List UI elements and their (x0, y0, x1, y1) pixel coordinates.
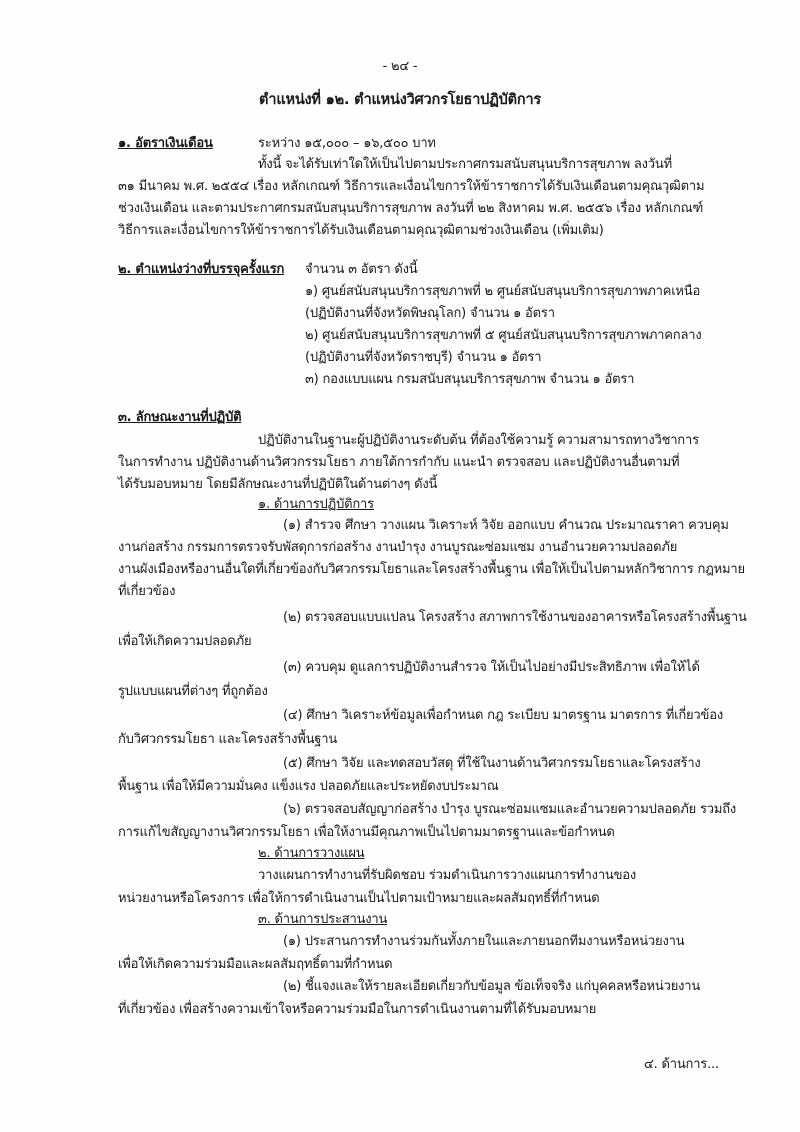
sub1-item: (๖) ตรวจสอบสัญญาก่อสร้าง บำรุง บูรณะซ่อมแซมและอำนวยความปลอดภัย รวมถึง (283, 802, 737, 817)
section3-intro: ในการทำงาน ปฏิบัติงานด้านวิศวกรรมโยธา ภายใต้การกำกับ แนะนำ ตรวจสอบ และปฏิบัติงานอื่นตามที่ (118, 455, 680, 470)
sub1-item: (๒) ตรวจสอบแบบแปลน โครงสร้าง สภาพการใช้งานของอาคารหรือโครงสร้างพื้นฐาน (283, 610, 747, 625)
sub3-heading: ๓. ด้านการประสานงาน (258, 912, 388, 927)
sub1-item: (๓) ควบคุม ดูแลการปฏิบัติงานสำรวจ ให้เป็นไปอย่างมีประสิทธิภาพ เพื่อให้ได้ (283, 660, 700, 675)
sub1-item-cont: งานก่อสร้าง กรรมการตรวจรับพัสดุการก่อสร้าง งานบำรุง งานบูรณะซ่อมแซม งานอำนวยความปลอดภัย (118, 540, 678, 555)
section1-heading: ๑. อัตราเงินเดือน (118, 136, 213, 151)
sub1-item: (๑) สำรวจ ศึกษา วางแผน วิเคราะห์ วิจัย ออกแบบ คำนวณ ประมาณราคา ควบคุม (283, 518, 729, 533)
sub1-item-cont: งานผังเมืองหรืองานอื่นใดที่เกี่ยวข้องกับวิศวกรรมโยธาและโครงสร้างพื้นฐาน เพื่อให้เป็นไปตามหลักวิชาการ กฎหมาย (118, 562, 745, 577)
sub1-item-cont: กับวิศวกรรมโยธา และโครงสร้างพื้นฐาน (118, 732, 338, 747)
section3-heading: ๓. ลักษณะงานที่ปฏิบัติ (118, 410, 242, 425)
sub1-heading: ๑. ด้านการปฏิบัติการ (258, 497, 374, 512)
sub3-item: (๑) ประสานการทำงานร่วมกันทั้งภายในและภายนอกทีมงานหรือหน่วยงาน (283, 934, 685, 949)
section1-line: ๓๑ มีนาคม พ.ศ. ๒๕๕๔ เรื่อง หลักเกณฑ์ วิธีการและเงื่อนไขการให้ข้าราชการได้รับเงินเดือนตามคุณวุฒิตาม (118, 179, 705, 194)
section2-heading: ๒. ตำแหน่งว่างที่บรรจุครั้งแรก (118, 262, 285, 277)
sub2-heading: ๒. ด้านการวางแผน (258, 846, 365, 861)
vacancy-line: ๓) กองแบบแผน กรมสนับสนุนบริการสุขภาพ จำนวน ๑ อัตรา (305, 372, 635, 387)
vacancy-line: (ปฏิบัติงานที่จังหวัดพิษณุโลก) จำนวน ๑ อัตรา (305, 306, 555, 321)
vacancy-count: จำนวน ๓ อัตรา ดังนี้ (305, 262, 418, 277)
salary-range: ระหว่าง ๑๕,๐๐๐ – ๑๖,๕๐๐ บาท (258, 136, 436, 151)
sub3-item-cont: เพื่อให้เกิดความร่วมมือและผลสัมฤทธิ์ตามที่กำหนด (118, 957, 393, 972)
section1-line: ทั้งนี้ จะได้รับเท่าใดให้เป็นไปตามประกาศกรมสนับสนุนบริการสุขภาพ ลงวันที่ (258, 157, 672, 172)
sub2-text: วางแผนการทำงานที่รับผิดชอบ ร่วมดำเนินการวางแผนการทำงานของ (258, 868, 637, 883)
sub1-item-cont: การแก้ไขสัญญางานวิศวกรรมโยธา เพื่อให้งานมีคุณภาพเป็นไปตามมาตรฐานและข้อกำหนด (118, 825, 615, 840)
document-title: ตำแหน่งที่ ๑๒. ตำแหน่งวิศวกรโยธาปฏิบัติการ (258, 92, 542, 108)
sub1-item-cont: เพื่อให้เกิดความปลอดภัย (118, 634, 252, 649)
sub3-item: (๒) ชี้แจงและให้รายละเอียดเกี่ยวกับข้อมูล ข้อเท็จจริง แก่บุคคลหรือหน่วยงาน (283, 979, 701, 994)
section3-intro: ปฏิบัติงานในฐานะผู้ปฏิบัติงานระดับต้น ที่ต้องใช้ความรู้ ความสามารถทางวิชาการ (258, 433, 699, 448)
vacancy-line: (ปฏิบัติงานที่จังหวัดราชบุรี) จำนวน ๑ อัตรา (305, 350, 542, 365)
sub2-text-cont: หน่วยงานหรือโครงการ เพื่อให้การดำเนินงานเป็นไปตามเป้าหมายและผลสัมฤทธิ์ที่กำหนด (118, 891, 600, 906)
vacancy-line: ๑) ศูนย์สนับสนุนบริการสุขภาพที่ ๒ ศูนย์สนับสนุนบริการสุขภาพภาคเหนือ (305, 284, 701, 299)
section1-line: วิธีการและเงื่อนไขการให้ข้าราชการได้รับเงินเดือนตามคุณวุฒิตามช่วงเงินเดือน (เพิ่มเติม) (118, 223, 604, 238)
section1-line: ช่วงเงินเดือน และตามประกาศกรมสนับสนุนบริการสุขภาพ ลงวันที่ ๒๒ สิงหาคม พ.ศ. ๒๕๕๖ เรื่อง หลักเกณฑ์ (118, 201, 704, 216)
sub1-item-cont: ที่เกี่ยวข้อง (118, 584, 176, 599)
sub1-item: (๔) ศึกษา วิเคราะห์ข้อมูลเพื่อกำหนด กฎ ระเบียบ มาตรฐาน มาตรการ ที่เกี่ยวข้อง (283, 708, 723, 723)
vacancy-line: ๒) ศูนย์สนับสนุนบริการสุขภาพที่ ๕ ศูนย์สนับสนุนบริการสุขภาพภาคกลาง (305, 328, 702, 343)
sub1-item-cont: พื้นฐาน เพื่อให้มีความมั่นคง แข็งแรง ปลอดภัยและประหยัดงบประมาณ (118, 779, 499, 794)
sub1-item-cont: รูปแบบแผนที่ต่างๆ ที่ถูกต้อง (118, 684, 268, 699)
continuation-note: ๔. ด้านการ... (644, 1057, 719, 1072)
section3-intro: ได้รับมอบหมาย โดยมีลักษณะงานที่ปฏิบัติในด้านต่างๆ ดังนี้ (118, 477, 438, 492)
sub3-item-cont: ที่เกี่ยวข้อง เพื่อสร้างความเข้าใจหรือความร่วมมือในการดำเนินงานตามที่ได้รับมอบหมาย (118, 1002, 597, 1017)
page-number: - ๒๔ - (382, 59, 418, 74)
sub1-item: (๕) ศึกษา วิจัย และทดสอบวัสดุ ที่ใช้ในงานด้านวิศวกรรมโยธาและโครงสร้าง (283, 756, 701, 771)
